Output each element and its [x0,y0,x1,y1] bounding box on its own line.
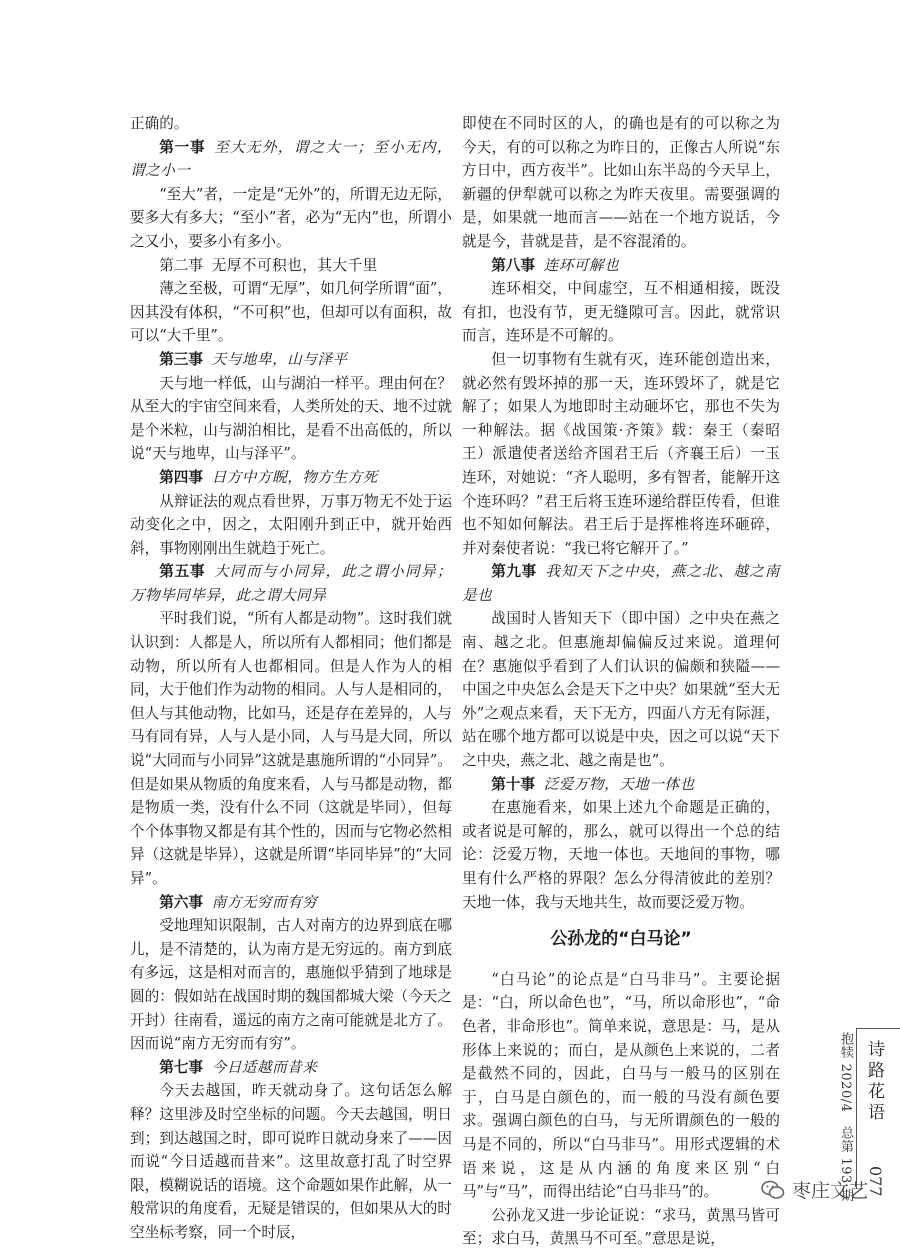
heading-item-10: 第十事 泛爱万物，天地一体也 [491,775,695,793]
section-label: 诗路花语 [864,1040,884,1124]
heading-item-9: 第九事 我知天下之中央，燕之北、越之南是也 [462,563,780,604]
paragraph: 即使在不同时区的人，的确也是有的可以称之为今天，有的可以称之为昨日的，正像古人所说“东方日中，西方夜半”。比如山东半岛的今天早上，新疆的伊犁就可以称之为昨天夜里。需要强调的是，如果就一地而言——站在一个地方说话，今就是今，昔就是昔，是不容混淆的。 [462,115,780,250]
paragraph: 连环相交，中间虚空，互不相通相接，既没有扣，也没有节，更无缝隙可言。因此，就常识而言，连环是不可解的。 [462,280,780,345]
heading-item-1: 第一事 至大无外，谓之大一；至小无内，谓之小一 [130,138,452,180]
paragraph: 战国时人皆知天下（即中国）之中央在燕之南、越之北。但惠施却偏偏反过来说。道理何在？惠施似乎看到了人们认识的偏颇和狭隘——中国之中央怎么会是天下之中央？如果就“至大无外”之观点来看，天下无方，四面八方无有际涯，站在哪个地方都可以说是中央，因之可以说“天下之中央，燕之北、越之南是也”。 [462,610,780,770]
paragraph: 受地理知识限制，古人对南方的边界到底在哪儿，是不清楚的，认为南方是无穷远的。南方到底有多远，这是相对而言的，惠施似乎猜到了地球是圆的：假如站在战国时期的魏国都城大梁（今天之开封）往南看，遥远的南方之南可能就是北方了。因而说“南方无穷而有穷”。 [130,917,452,1053]
section-title: 公孙龙的“白马论” [550,929,692,950]
watermark-text: 枣庄文艺 [792,1180,869,1202]
heading-item-4: 第四事 日方中方睨，物方生方死 [159,468,378,486]
left-column [130,112,452,1245]
watermark [760,1176,868,1203]
heading-item-8: 第八事 连环可解也 [491,256,620,274]
heading-item-5: 第五事 大同而与小同异，此之谓小同异；万物毕同毕异，此之谓大同异 [130,563,452,604]
paragraph: 天与地一样低，山与湖泊一样平。理由何在？从至大的宇宙空间来看，人类所处的天、地不过就是个米粒，山与湖泊相比，是看不出高低的，所以说“天与地卑，山与泽平”。 [130,374,452,463]
page-number: 077 [866,1166,885,1197]
heading-item-3: 第三事 天与地卑，山与泽平 [159,350,348,368]
heading-item-6: 第六事 南方无穷而有穷 [159,893,318,911]
paragraph: 但一切事物有生就有灭，连环能创造出来，就必然有毁坏掉的那一天，连环毁坏了，就是它解了；如果人为地即时主动砸坏它，那也不失为一种解法。据《战国策·齐策》载：秦王（秦昭王）派遣使者送给齐国君王后（齐襄王后）一玉连环，对她说：“齐人聪明，多有智者，能解开这个连环吗？”君王后将玉连环递给群臣传看，但谁也不知如何解法。君王后于是挥椎将连环砸碎，并对秦使者说：“我已将它解开了。” [462,350,780,557]
paragraph: 在惠施看来，如果上述九个命题是正确的，或者说是可解的，那么，就可以得出一个总的结论：泛爱万物，天地一体也。天地间的事物，哪里有什么严格的界限？怎么分得清彼此的差别？天地一体，我与天地共生，故而要泛爱万物。 [462,799,780,911]
issue-info: 抱犊 2020/4 总第 193 期 [838,1032,853,1202]
heading-item-2: 第二事 无厚不可积也，其大千里 [159,256,378,274]
paragraph: 从辩证法的观点看世界，万事万物无不处于运动变化之中，因之，太阳刚升到正中，就开始西斜，事物刚刚出生就趋于死亡。 [130,492,452,557]
paragraph: 今天去越国，昨天就动身了。这句话怎么解释？这里涉及时空坐标的问题。今天去越国，明日到；到达越国之时，即可说昨日就动身来了——因而说“今日适越而昔来”。这里故意打乱了时空界限，模糊说话的语境。这个命题如果作此解，从一般常识的角度看，无疑是错误的，但如果从大的时空坐标考察，同一个时辰， [130,1082,452,1241]
paragraph: 正确的。 [130,115,189,132]
right-column [462,112,780,1251]
paragraph: 平时我们说，“所有人都是动物”。这时我们就认识到：人都是人，所以所有人都相同；他们都是动物，所以所有人也都相同。但是人作为人的相同，大于他们作为动物的相同。人与人是相同的，但人与其他动物，比如马，还是存在差异的，人与马有同有异，人与人是小同，人与马是大同，所以说“大同而与小同异”这就是惠施所谓的“小同异”。但是如果从物质的角度来看，人与马都是动物，都是物质一类，没有什么不同（这就是毕同），但每个个体事物又都是有其个性的，因而与它物必然相异（这就是毕异），这就是所谓“毕同毕异”的“大同异”。 [130,610,452,887]
paragraph: “白马论”的论点是“白马非马”。主要论据是：“白，所以命色也”，“马，所以命形也”，“命色者，非命形也”。简单来说，意思是：马，是从形体上来说的；而白，是从颜色上来说的，二者是截然不同的，因此，白马与一般马的区别在于，白马是白颜色的，而一般的马没有颜色要求。强调白颜色的白马，与无所谓颜色的一般的马是不同的，所以“白马非马”。用形式逻辑的术语来说，这是从内涵的角度来区别“白马”与“马”，而得出结论“白马非马”的。 [462,970,780,1201]
wechat-icon [760,1177,786,1203]
heading-item-7: 第七事 今日适越而昔来 [159,1058,318,1076]
paragraph: “至大”者，一定是“无外”的，所谓无边无际，要多大有多大；“至小”者，必为“无内”也，所谓小之又小，要多小有多小。 [130,185,452,250]
paragraph: 薄之至极，可谓“无厚”，如几何学所谓“面”，因其没有体积，“不可积”也，但却可以有面积，故可以“大千里”。 [130,280,452,345]
paragraph: 公孙龙又进一步论证说：“求马，黄黑马皆可至；求白马，黄黑马不可至。”意思是说， [462,1206,780,1248]
